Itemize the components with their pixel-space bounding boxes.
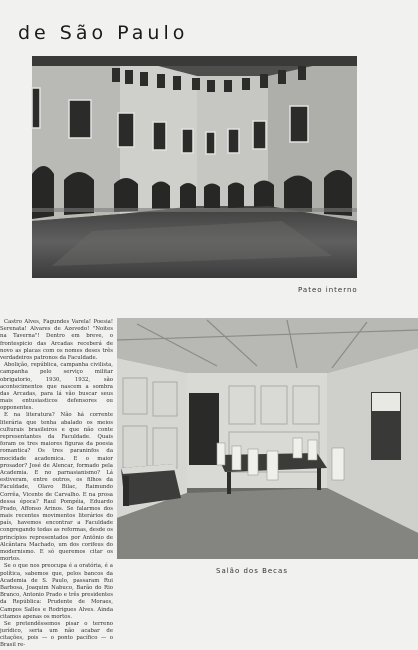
article-paragraph: Abolição, república, campanha civilista, campanha pelo serviço militar obrigatorio, 1930, 1932, são acontecimentos que nascem a sombra das Arcadas, para lá vão buscar seus mais entusiasticos defensores ou opponentes. <box>0 362 113 412</box>
hall-caption: Salão dos Becas <box>216 567 288 575</box>
hall-photo <box>117 318 418 559</box>
article-paragraph: Castro Alves, Fagundes Varela! Poesia! Serenata! Alvares de Azevedo! "Noites na Taverna"! Dentro em breve, o frontespicio das Arcadas receberá de novo as placas com os nomes deses três verdadeiros patronos da Faculdade. <box>0 319 113 361</box>
article-paragraph: E na literatura? Não há corrente literária que tenha abalado os meios culturais brasileiros e que não conte representantes da Faculdade. Quais foram os tres maiores figuras da poesia romantica? Os tres paraninfos da mocidade academica. E o maior prosador? José de Alencar, formado pela Academia. E no parnasianismo? Lá estiveram, entre outros, os filhos da Faculdade, Olavo Bilac, Raimundo Corrêa, Vicente de Carvalho. E na prosa dessa época? Raul Pompéia, Eduardo Prado, Affonso Arinos. Se falarmos dos mais recentes movimentos literários do país, havemos encontrar a Faculdade congregando todas as reformas, desde os princípios representados por Antônio de Alcântara Machado, um dos corifeus do modernismo. E só queremos citar os mortos. <box>0 412 113 563</box>
article-text <box>0 319 113 649</box>
article-paragraph: Se pretendêssemos pisar o terreno jurídico, seria um não acabar de citações, pois — o ponto pacífico — o Brasil re- <box>0 620 113 649</box>
courtyard-photo <box>32 56 357 278</box>
page-header-title: de São Paulo <box>18 22 189 44</box>
article-paragraph: Se o que nos preocupa é a oratória, é a política, sabemos que, pelos bancos da Academia de S. Paulo, passaram Rui Barbosa, Joaquim Nabuco, Barão do Rio Branco, Antonio Prado e três presidentes da República: Prudente de Moraes, Campos Salles e Rodrigues Alves. Ainda citamos apenas os mortos. <box>0 563 113 620</box>
courtyard-caption: Pateo interno <box>298 286 358 294</box>
